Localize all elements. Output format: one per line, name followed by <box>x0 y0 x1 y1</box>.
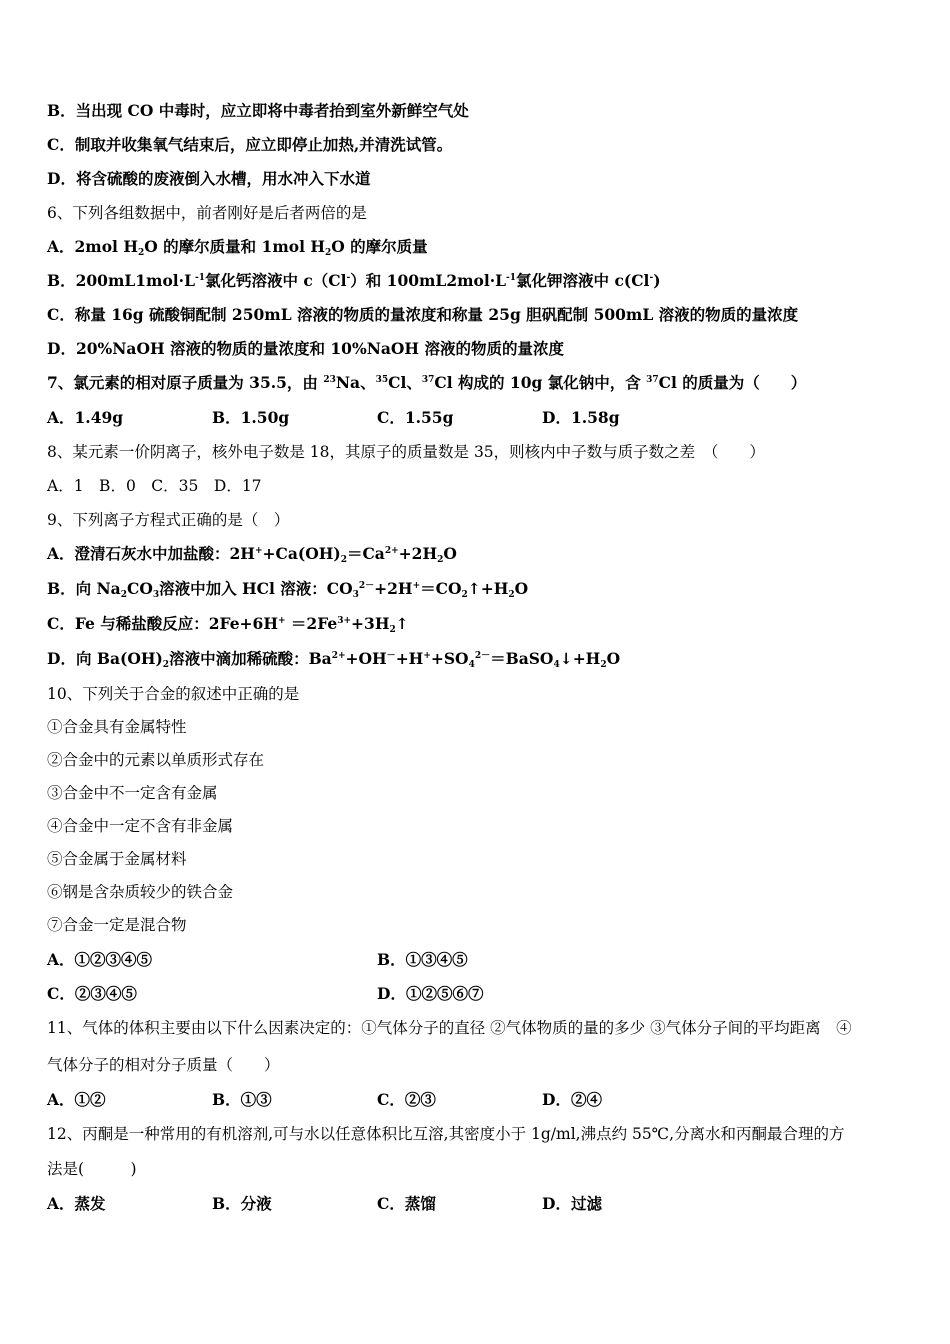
q6-option-c: C．称量 16g 硫酸铜配制 250mL 溶液的物质的量浓度和称量 25g 胆矾配制 500mL 溶液的物质的量浓度 <box>47 305 799 324</box>
q12-option-c: C．蒸馏 <box>377 1194 436 1213</box>
q6-option-d: D．20%NaOH 溶液的物质的量浓度和 10%NaOH 溶液的物质的量浓度 <box>47 339 564 358</box>
q10-option-c: C．②③④⑤ <box>47 984 137 1003</box>
q12-stem-line2: 法是( ) <box>47 1160 137 1178</box>
q9-option-c: C．Fe 与稀盐酸反应：$2Fe+6H^+ =2Fe^{3+}+3H_2↑$ <box>47 614 409 635</box>
q11-stem-line2: 气体分子的相对分子质量（ ） <box>47 1056 280 1074</box>
q12-option-d: D．过滤 <box>542 1194 602 1213</box>
q9-option-d: D．向 $Ba(OH)_2$溶液中滴加稀硫酸：$Ba^{2+}+OH^-+H^++SO_4^{2-}=BaSO_4↓+H_2O$ <box>47 649 621 670</box>
q10-item: ⑤合金属于金属材料 <box>47 850 187 868</box>
q11-option-a: A．①② <box>47 1090 106 1109</box>
q9-stem: 9、下列离子方程式正确的是（ ） <box>47 511 290 529</box>
q7-option-b: B．1.50g <box>212 408 290 427</box>
q5-option-c: C．制取并收集氧气结束后，应立即停止加热,并清洗试管。 <box>47 135 453 154</box>
q5-option-d: D．将含硫酸的废液倒入水槽，用水冲入下水道 <box>47 169 371 188</box>
q7-option-d: D．1.58g <box>542 408 620 427</box>
q11-option-c: C．②③ <box>377 1090 436 1109</box>
q10-item: ②合金中的元素以单质形式存在 <box>47 751 265 769</box>
q6-option-a: A．2mol $H_2O$ 的摩尔质量和 1mol $H_2O$ 的摩尔质量 <box>47 237 428 258</box>
q9-option-b: B．向 $Na_2CO_3$溶液中加入 HCl 溶液：$CO_3^{2-}+2H^+=CO_2↑+H_2O$ <box>47 579 529 600</box>
q10-item: ⑦合金一定是混合物 <box>47 916 187 934</box>
q10-item: ④合金中一定不含有非金属 <box>47 817 234 835</box>
q11-option-b: B．①③ <box>212 1090 272 1109</box>
q7-option-a: A．1.49g <box>47 408 124 427</box>
q10-option-d: D．①②⑤⑥⑦ <box>377 984 484 1003</box>
q10-option-a: A．①②③④⑤ <box>47 950 153 969</box>
q6-option-b: B．$200mL1mol\cdot L^{-1}$氯化钙溶液中 c（Cl-）和 $100mL2mol\cdot L^{-1}$氯化钾溶液中 c(Cl-) <box>47 271 661 290</box>
q8-options: A．1 B．0 C．35 D．17 <box>47 477 262 495</box>
q11-option-d: D．②④ <box>542 1090 602 1109</box>
q7-option-c: C．1.55g <box>377 408 454 427</box>
q10-option-b: B．①③④⑤ <box>377 950 468 969</box>
q12-option-b: B．分液 <box>212 1194 272 1213</box>
q12-option-a: A．蒸发 <box>47 1194 106 1213</box>
q8-stem: 8、某元素一价阴离子，核外电子数是 18，其原子的质量数是 35，则核内中子数与质子数之差 （ ） <box>47 443 765 461</box>
q10-item: ⑥钢是含杂质较少的铁合金 <box>47 883 234 901</box>
q6-stem: 6、下列各组数据中，前者刚好是后者两倍的是 <box>47 204 367 222</box>
q12-stem-line1: 12、丙酮是一种常用的有机溶剂,可与水以任意体积比互溶,其密度小于 1g/ml,沸点约 55℃,分离水和丙酮最合理的方 <box>47 1125 845 1143</box>
q5-option-b: B．当出现 CO 中毒时，应立即将中毒者抬到室外新鲜空气处 <box>47 101 469 120</box>
q10-item: ①合金具有金属特性 <box>47 718 187 736</box>
q10-stem: 10、下列关于合金的叙述中正确的是 <box>47 685 300 703</box>
q7-stem: 7、氯元素的相对原子质量为 35.5，由 $^{23}$Na、$^{35}$Cl、$^{37}$Cl 构成的 10g 氯化钠中，含 $^{37}$Cl 的质量为（ ） <box>47 373 807 392</box>
q9-option-a: A．澄清石灰水中加盐酸：$2H^++Ca(OH)_2=Ca^{2+}+2H_2O$ <box>47 544 457 565</box>
q10-item: ③合金中不一定含有金属 <box>47 784 218 802</box>
q11-stem-line1: 11、气体的体积主要由以下什么因素决定的：①气体分子的直径 ②气体物质的量的多少 ③气体分子间的平均距离 ④ <box>47 1019 852 1037</box>
